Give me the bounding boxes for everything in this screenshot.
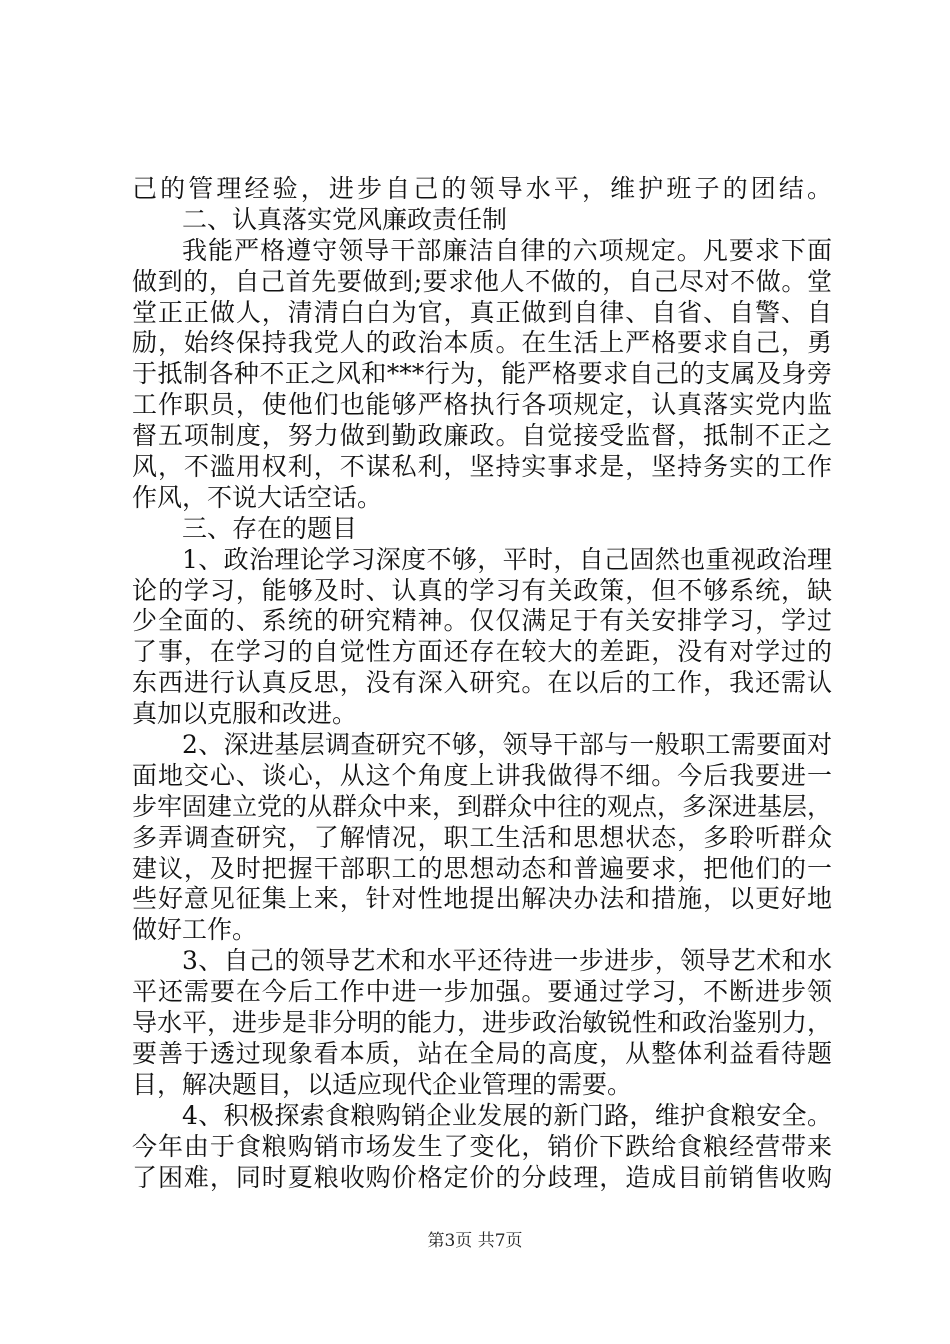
text-line: 论的学习，能够及时、认真的学习有关政策，但不够系统，缺 — [132, 575, 832, 605]
text-line: 平还需要在今后工作中进一步加强。要通过学习，不断进步领 — [132, 977, 832, 1007]
text-line: 4、积极探索食粮购销企业发展的新门路，维护食粮安全。 — [182, 1100, 832, 1130]
text-line: 今年由于食粮购销市场发生了变化，销价下跌给食粮经营带来 — [132, 1131, 832, 1161]
text-line: 己的管理经验，进步自己的领导水平，维护班子的团结。 — [132, 174, 832, 203]
text-line: 工作职员，使他们也能够严格执行各项规定，认真落实党内监 — [132, 390, 832, 420]
text-line: 目，解决题目，以适应现代企业管理的需要。 — [132, 1069, 633, 1099]
section-heading: 三、存在的题目 — [182, 513, 358, 543]
text-line: 2、深进基层调查研究不够，领导干部与一般职工需要面对 — [182, 730, 832, 760]
text-line: 1、政治理论学习深度不够，平时，自己固然也重视政治理 — [182, 544, 832, 574]
text-line: 东西进行认真反思，没有深入研究。在以后的工作，我还需认 — [132, 668, 832, 698]
text-line: 于抵制各种不正之风和***行为，能严格要求自己的支属及身旁 — [132, 359, 832, 389]
text-line: 面地交心、谈心，从这个角度上讲我做得不细。今后我要进一 — [132, 760, 832, 790]
text-line: 做到的，自己首先要做到;要求他人不做的，自己尽对不做。堂 — [132, 266, 832, 296]
text-line: 风，不滥用权利，不谋私利，坚持实事求是，坚持务实的工作 — [132, 452, 832, 482]
text-line: 少全面的、系统的研究精神。仅仅满足于有关安排学习，学过 — [132, 606, 832, 636]
text-line: 导水平，进步是非分明的能力，进步政治敏锐性和政治鉴别力， — [132, 1008, 833, 1038]
text-line: 作风，不说大话空话。 — [132, 482, 383, 512]
text-line: 建议，及时把握干部职工的思想动态和普遍要求，把他们的一 — [132, 853, 832, 883]
text-line: 做好工作。 — [132, 915, 258, 945]
text-line: 励，始终保持我党人的政治本质。在生活上严格要求自己，勇 — [132, 328, 832, 358]
text-line: 要善于透过现象看本质，站在全局的高度，从整体利益看待题 — [132, 1038, 832, 1068]
document-body — [132, 174, 832, 1193]
text-line: 步牢固建立党的从群众中来，到群众中往的观点，多深进基层， — [132, 791, 833, 821]
text-line: 了困难，同时夏粮收购价格定价的分歧理，造成目前销售收购 — [132, 1162, 832, 1192]
section-heading: 二、认真落实党风廉政责任制 — [182, 204, 508, 234]
text-line: 堂正正做人，清清白白为官，真正做到自律、自省、自警、自 — [132, 297, 832, 327]
text-line: 真加以克服和改进。 — [132, 699, 358, 729]
text-line: 多弄调查研究，了解情况，职工生活和思想状态，多聆听群众 — [132, 822, 832, 852]
text-line: 3、自己的领导艺术和水平还待进一步进步，领导艺术和水 — [182, 946, 832, 976]
text-line: 督五项制度，努力做到勤政廉政。自觉接受监督，抵制不正之 — [132, 421, 832, 451]
text-line: 些好意见征集上来，针对性地提出解决办法和措施，以更好地 — [132, 884, 832, 914]
page-footer: 第3页 共7页 — [427, 1231, 523, 1251]
text-line: 我能严格遵守领导干部廉洁自律的六项规定。凡要求下面 — [182, 235, 832, 265]
text-line: 了事，在学习的自觉性方面还存在较大的差距，没有对学过的 — [132, 637, 832, 667]
